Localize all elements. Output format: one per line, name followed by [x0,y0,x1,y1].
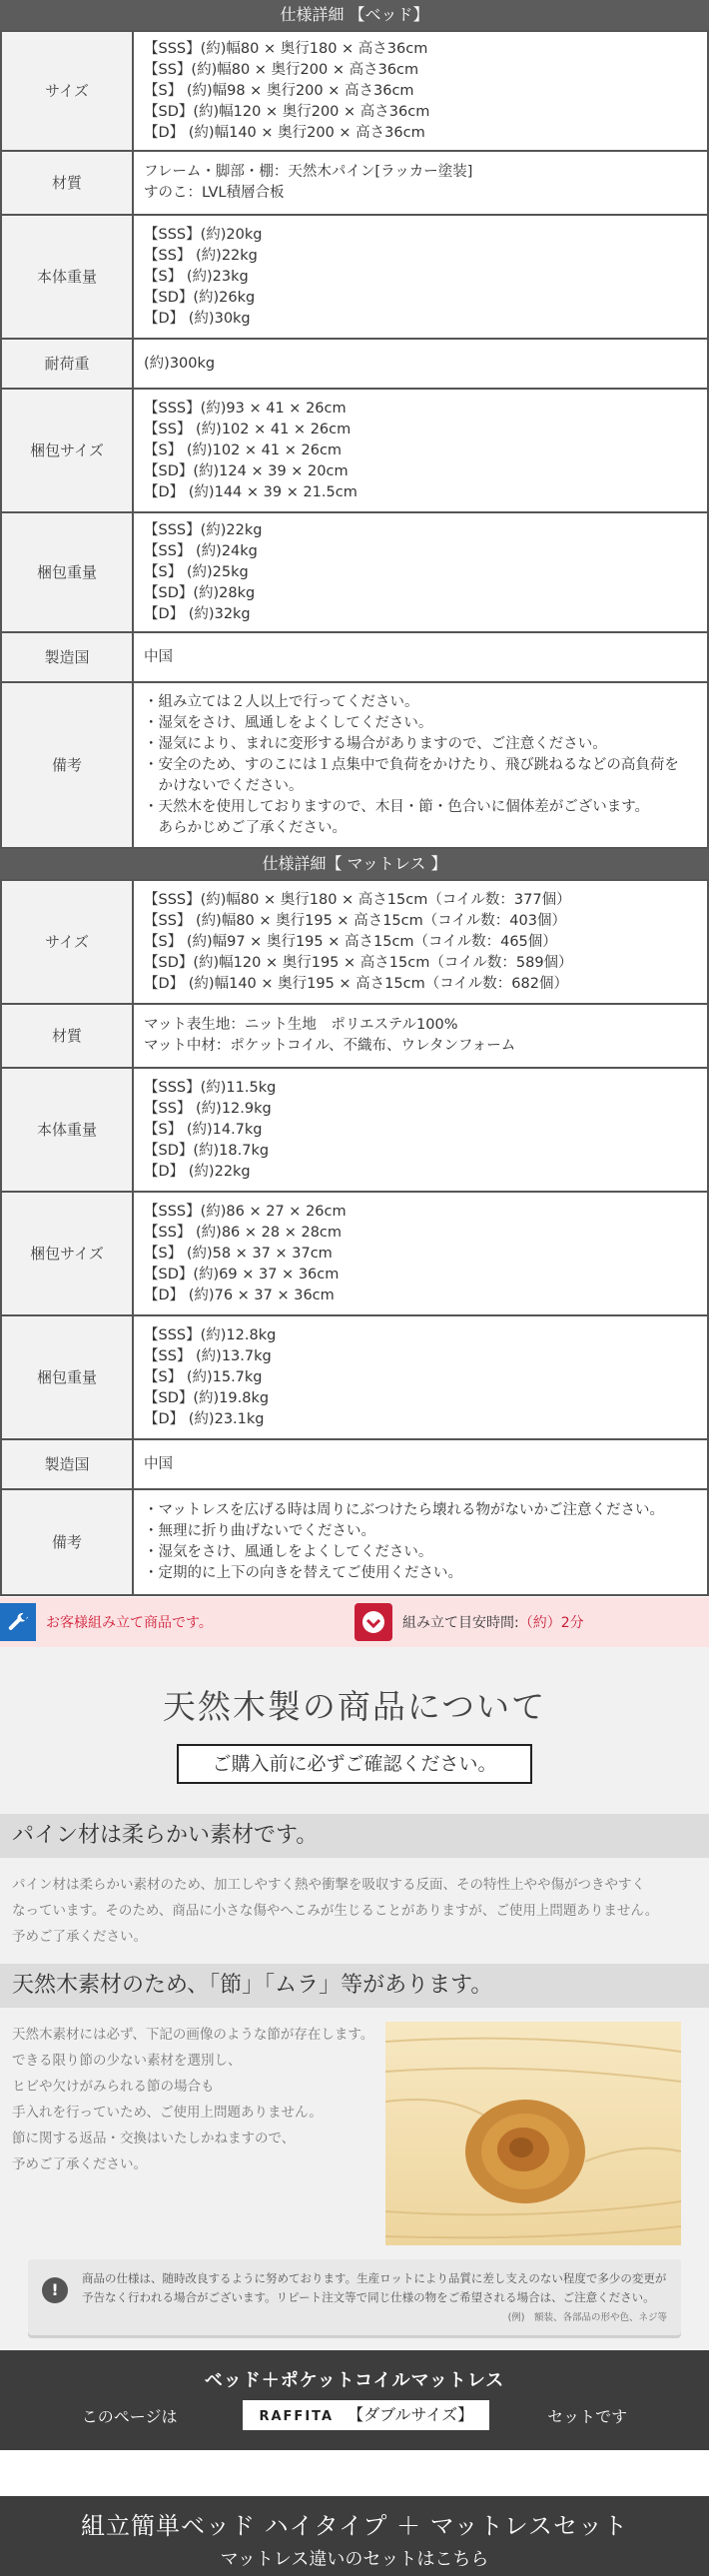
spec-value-line: 【S】 (約)25kg [144,563,249,580]
spec-value-line: 【SSS】(約)86 × 27 × 26cm [144,1203,347,1220]
exclamation-icon: ! [42,2277,68,2303]
spec-value-line: 【SSS】(約)22kg [144,521,263,538]
spec-value-line: ・組み立ては２人以上で行ってください。 [144,693,419,710]
spec-value [133,215,708,339]
spec-label: 製造国 [1,1439,133,1489]
spec-value-line: 【SSS】(約)20kg [144,226,263,243]
natural-wood-title: 天然木製の商品について [162,1687,547,1726]
spec-value-line: 【S】 (約)102 × 41 × 26cm [144,441,343,458]
other-set-title: 組立簡単ベッド ハイタイプ ＋ マットレスセット [80,2512,628,2540]
set-title: ベッド＋ポケットコイルマットレス [204,2370,505,2391]
spec-value-line: 【SD】(約)18.7kg [144,1142,270,1159]
spec-row [1,1004,708,1068]
spec-value-line: 【SSS】(約)12.8kg [144,1326,277,1343]
spec-value-line: 【SD】(約)19.8kg [144,1389,270,1406]
pine-text: パイン材は柔らかい素材のため、加工しやすく熱や衝撃を吸収する反面、その特性上やや傷がつきやすく なっています。そのため、商品に小さな傷やへこみが生じることがありますが、ご使用上問題ありません。 予めご了承ください。 [12,1877,659,1945]
pine-heading: パイン材は柔らかい素材です。 [0,1814,709,1858]
spec-value-line: ・マットレスを広げる時は周りにぶつけたら壊れる物がないかご注意ください。 [144,1502,664,1518]
brand-logo: RAFFITA [259,2409,335,2424]
spec-value [133,1315,708,1439]
spec-value-line: 【SD】(約)幅120 × 奥行200 × 高さ36cm [144,103,430,120]
assembly-notice-bar [0,1596,709,1647]
natural-wood-section [0,1647,709,2350]
assembly-time-notice [354,1597,709,1647]
other-set-link-banner[interactable] [0,2496,709,2576]
set-prefix: このページは [81,2406,178,2426]
bed-spec-header: 仕様詳細 【ベッド】 [0,0,709,30]
spec-value-line: 【SS】 (約)102 × 41 × 26cm [144,421,352,437]
set-size: 【ダブルサイズ】 [348,2405,474,2424]
spec-value-line: ・湿気をさけ、風通しをよくしてください。 [144,714,433,731]
spec-value-line: 【D】 (約)幅140 × 奥行195 × 高さ15cm（コイル数：682個） [144,975,568,992]
spec-value [133,1439,708,1489]
spec-label: 本体重量 [1,1068,133,1192]
spec-value-line: かけないでください。 [144,777,304,794]
spec-value-line: 【D】 (約)76 × 37 × 36cm [144,1287,335,1303]
spec-value-line: 【D】 (約)幅140 × 奥行200 × 高さ36cm [144,124,425,141]
spec-row [1,1068,708,1192]
knot-text: 天然木素材には必ず、下記の画像のような節が存在します。 できる限り節の少ない素材を選別し、 ヒビや欠けがみられる節の場合も 手入れを行っていため、ご使用上問題ありません。 節に関する返品・交換はいたしかねますので、 予めご了承ください。 [12,2027,374,2172]
spec-value-line: 【SSS】(約)幅80 × 奥行180 × 高さ15cm（コイル数：377個） [144,891,571,908]
spec-value-line: 【S】 (約)幅97 × 奥行195 × 高さ15cm（コイル数：465個） [144,933,557,950]
spec-value-line: 【SSS】(約)11.5kg [144,1079,277,1096]
spec-label: 梱包サイズ [1,1192,133,1315]
spec-label: 梱包重量 [1,1315,133,1439]
spec-value [133,1192,708,1315]
mattress-spec-header: 仕様詳細【 マットレス 】 [0,849,709,879]
spec-label: サイズ [1,880,133,1004]
spec-value-line: 中国 [144,648,173,665]
spec-value-line: (約)300kg [144,355,216,372]
spec-value [133,1489,708,1595]
knot-heading: 天然木素材のため、「節」「ムラ」等があります。 [0,1964,709,2008]
spec-value-line: 【SD】(約)69 × 37 × 36cm [144,1266,340,1283]
spec-row [1,151,708,215]
spec-value-line: 【SD】(約)124 × 39 × 20cm [144,462,349,479]
wood-knot-image [385,2022,681,2245]
spec-row [1,339,708,389]
spec-label: 材質 [1,151,133,215]
spec-value-line: 【SS】 (約)幅80 × 奥行195 × 高さ15cm（コイル数：403個） [144,912,566,929]
assembly-time-label: 組み立て目安時間: [402,1615,519,1631]
spec-value-line: 【D】 (約)22kg [144,1163,251,1180]
spec-value-line: 【S】 (約)14.7kg [144,1121,263,1138]
spec-row [1,215,708,339]
natural-wood-subtitle: ご購入前に必ずご確認ください。 [177,1744,532,1784]
set-suffix: セットです [547,2406,628,2426]
spec-value-line: 中国 [144,1455,173,1472]
spec-value-line: 【SD】(約)幅120 × 奥行195 × 高さ15cm（コイル数：589個） [144,954,573,971]
spec-value-line: 【S】 (約)23kg [144,268,249,285]
spec-label: サイズ [1,31,133,151]
spec-value [133,339,708,389]
spec-value-line: 【SS】 (約)22kg [144,247,258,264]
spec-value-line: 【D】 (約)30kg [144,310,251,327]
spec-value-line: 【D】 (約)144 × 39 × 21.5cm [144,483,357,500]
spec-row [1,1439,708,1489]
spec-value [133,151,708,215]
bed-spec-table [0,30,709,849]
spec-value [133,1004,708,1068]
spec-value [133,1068,708,1192]
spec-value-line: マット表生地：ニット生地 ポリエステル100% [144,1017,458,1033]
spec-row [1,682,708,848]
spec-row [1,1315,708,1439]
spec-value-line: ・湿気をさけ、風通しをよくしてください。 [144,1544,433,1560]
spec-value-line: ・湿気により、まれに変形する場合がありますので、ご注意ください。 [144,735,607,752]
spec-value-line: フレーム・脚部・棚：天然木パイン[ラッカー塗装] [144,164,473,180]
assembly-time-value: （約）2分 [518,1615,584,1631]
spec-value [133,31,708,151]
spec-value-line: 【SS】 (約)12.9kg [144,1100,272,1117]
spec-value-line: 【S】 (約)幅98 × 奥行200 × 高さ36cm [144,82,414,99]
wrench-icon [0,1603,36,1641]
spec-value-line: 【SS】 (約)13.7kg [144,1347,272,1364]
spec-value-line: 【SSS】(約)幅80 × 奥行180 × 高さ36cm [144,40,428,57]
spec-value-line: あらかじめご了承ください。 [144,819,347,836]
spec-value-line: 【SS】 (約)24kg [144,542,258,559]
spec-value-line: ・天然木を使用しておりますので、木目・節・色合いに個体差がございます。 [144,798,650,815]
spec-label: 材質 [1,1004,133,1068]
mattress-spec-table [0,879,709,1596]
spec-value-line: 【SD】(約)26kg [144,289,256,306]
set-brand-box [243,2400,489,2430]
spec-value-line: ・安全のため、すのこには１点集中で負荷をかけたり、飛び跳ねるなどの高負荷を [144,756,679,773]
spec-value-line: 【D】 (約)23.1kg [144,1410,265,1427]
spec-value-line: ・無理に折り曲げないでください。 [144,1523,375,1539]
spec-row [1,512,708,632]
spec-value-line: ・定期的に上下の向きを替えてご使用ください。 [144,1565,462,1581]
spec-row [1,389,708,512]
spec-value-line: 【SS】(約)幅80 × 奥行200 × 高さ36cm [144,61,419,78]
clock-icon [354,1603,392,1641]
spec-label: 梱包重量 [1,512,133,632]
spec-label: 備考 [1,682,133,848]
assembly-required-notice [0,1597,354,1647]
spec-value [133,880,708,1004]
other-set-link-text[interactable]: マットレス違いのセットはこちら [220,2549,489,2570]
caution-example: (例) 額装、各部品の形や色、ネジ等 [507,2312,667,2323]
spec-value-line: すのこ：LVL積層合板 [144,185,285,201]
spec-row [1,1489,708,1595]
spec-change-caution: ! 商品の仕様は、随時改良するように努めております。生産ロットにより品質に差し支えのない程度で多少の変更が 予告なく行われる場合がございます。リピート注文等で同じ仕様の物をご希望される場合は、ご注意ください。 (例) 額装、各部品の形や色、ネジ等 [28,2259,681,2335]
spec-value [133,682,708,848]
assembly-required-text: お客様組み立て商品です。 [46,1615,213,1631]
spec-label: 梱包サイズ [1,389,133,512]
spec-value [133,389,708,512]
spec-value-line: 【SD】(約)28kg [144,584,256,601]
spec-value-line: 【SS】 (約)86 × 28 × 28cm [144,1224,343,1241]
spec-value-line: 【S】 (約)58 × 37 × 37cm [144,1245,333,1262]
spec-value-line: 【S】 (約)15.7kg [144,1368,263,1385]
spec-row [1,632,708,682]
spec-label: 備考 [1,1489,133,1595]
spec-label: 製造国 [1,632,133,682]
spec-label: 耐荷重 [1,339,133,389]
spec-row [1,880,708,1004]
spec-row [1,31,708,151]
spec-value-line: マット中材：ポケットコイル、不織布、ウレタンフォーム [144,1038,516,1054]
spec-label: 本体重量 [1,215,133,339]
set-info-band [0,2350,709,2450]
spec-value [133,512,708,632]
spec-value [133,632,708,682]
spec-value-line: 【D】 (約)32kg [144,605,251,622]
spec-row [1,1192,708,1315]
spec-value-line: 【SSS】(約)93 × 41 × 26cm [144,400,347,417]
